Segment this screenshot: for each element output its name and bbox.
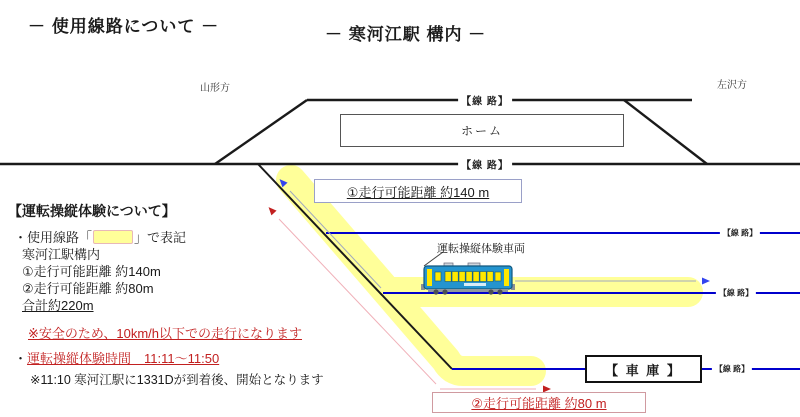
train-window-end-left <box>435 272 441 281</box>
arrowhead-red-up-icon <box>266 205 277 216</box>
train-side-logo <box>464 283 486 286</box>
vehicle-label: 運転操縦体験車両 <box>437 243 525 255</box>
rail-label-main: 【線 路】 <box>458 157 512 172</box>
train-underframe <box>428 289 508 292</box>
train-door-left <box>427 269 432 286</box>
yellow-highlight-swatch <box>93 230 133 244</box>
info-note-start: ※11:10 寒河江駅に1331Dが到着後、開始となります <box>30 373 324 387</box>
train-door-right <box>504 269 509 286</box>
legend-text-suffix: 」で表記 <box>134 230 187 245</box>
info-line-distance-1: ①走行可能距離 約140m <box>22 264 161 279</box>
platform-box <box>340 114 624 147</box>
info-heading: 【運転操縦体験について】 <box>8 203 176 219</box>
distance-1-box <box>314 179 522 203</box>
info-line-time <box>14 351 219 367</box>
info-line-total: 合計約220m <box>22 298 94 313</box>
info-line-station: 寒河江駅構内 <box>22 247 101 262</box>
train-icon <box>421 263 515 295</box>
platform-label: ホーム <box>460 124 503 138</box>
direction-label-aterazawa: 左沢方 <box>717 80 747 91</box>
rail-label-upper: 【線 路】 <box>458 93 512 108</box>
distance-1-label: ①走行可能距離 約140 m <box>346 184 490 200</box>
time-bullet: ・ <box>14 351 28 366</box>
arrowhead-blue-right-icon <box>702 278 710 285</box>
distance-2-box <box>432 392 646 413</box>
train-window-end-right <box>495 272 501 281</box>
page-title-center: － 寒河江駅 構内 － <box>325 25 487 44</box>
left-switch-diagonal <box>215 100 307 164</box>
time-text: 運転操縦体験時間 11:11～11:50 <box>27 351 220 366</box>
rail-label-siding-2: 【線 路】 <box>716 288 756 299</box>
rail-label-depot: 【線 路】 <box>712 364 752 375</box>
direction-label-yamagata: 山形方 <box>200 83 230 94</box>
rail-label-siding-1: 【線 路】 <box>720 228 760 239</box>
measure-line-1-diagonal <box>290 191 381 288</box>
depot-label: 【 車 庫 】 <box>605 362 682 378</box>
depot-box <box>585 355 702 383</box>
info-note-speed: ※安全のため、10km/h以下での走行になります <box>28 326 303 341</box>
distance-2-label: ②走行可能距離 約80 m <box>471 396 607 411</box>
info-line-distance-2: ②走行可能距離 約80m <box>22 281 154 296</box>
info-line-legend <box>14 230 186 246</box>
legend-text-prefix: ・使用線路「 <box>14 230 93 245</box>
train-window-band <box>445 272 493 282</box>
page-title-left: － 使用線路について － <box>28 17 220 36</box>
right-switch-diagonal <box>624 100 707 164</box>
